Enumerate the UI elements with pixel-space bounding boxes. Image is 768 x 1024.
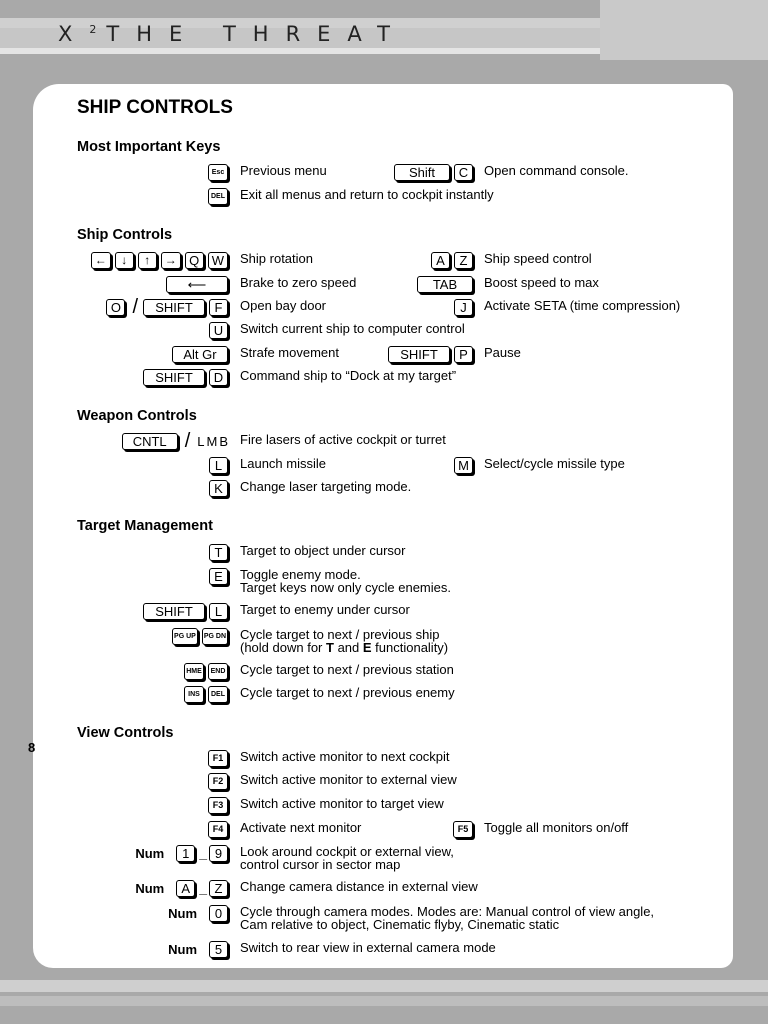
numpad-label: Num [135, 880, 165, 896]
key-num-1: 1 [176, 845, 195, 862]
control-description [240, 568, 451, 594]
key-a: A [431, 252, 450, 269]
key-num-5: 5 [209, 941, 228, 958]
key-num-z: Z [209, 880, 228, 897]
key-num-9: 9 [209, 845, 228, 862]
control-description: Switch current ship to computer control [240, 321, 465, 336]
control-row [0, 274, 768, 294]
key-tab: TAB [417, 276, 473, 293]
key-shift: SHIFT [143, 299, 205, 316]
key-w: W [208, 252, 228, 269]
control-description: Cycle target to next / previous station [240, 662, 454, 677]
page-title: SHIP CONTROLS [77, 97, 233, 118]
description-line: Cycle through camera modes. Modes are: Manual control of view angle, [240, 904, 655, 919]
control-description: Ship speed control [484, 251, 592, 266]
key-delete: DEL [208, 686, 228, 703]
description-line [240, 641, 448, 654]
description-line: Cam relative to object, Cinematic flyby, Cinematic static [240, 917, 560, 932]
control-description: Switch active monitor to target view [240, 796, 444, 811]
key-up-arrow: ↑ [138, 252, 157, 269]
control-description: Open bay door [240, 298, 327, 313]
control-description: Fire lasers of active cockpit or turret [240, 432, 446, 447]
description-text: and [333, 640, 363, 655]
control-row [0, 903, 768, 933]
control-row [0, 661, 768, 681]
key-cntl: CNTL [122, 433, 178, 450]
key-shift: SHIFT [143, 369, 205, 386]
section-heading-important: Most Important Keys [77, 139, 221, 155]
key-insert: INS [184, 686, 204, 703]
key-down-arrow: ↓ [115, 252, 134, 269]
control-description: Brake to zero speed [240, 275, 357, 290]
section-heading-ship: Ship Controls [77, 227, 173, 243]
description-text: (hold down for [240, 640, 326, 655]
control-description [240, 845, 454, 871]
key-f4: F4 [208, 821, 228, 838]
control-description: Select/cycle missile type [484, 456, 625, 471]
key-alt-gr: Alt Gr [172, 346, 228, 363]
key-right-arrow: → [161, 252, 181, 269]
key-d: D [209, 369, 228, 386]
control-description: Activate SETA (time compression) [484, 298, 681, 313]
page-number: 8 [28, 740, 36, 755]
description-line: control cursor in sector map [240, 857, 401, 872]
description-key-t: T [326, 640, 334, 655]
control-description: Switch active monitor to next cockpit [240, 749, 450, 764]
key-separator: / [184, 430, 191, 452]
control-row [0, 684, 768, 704]
footer-stripe [0, 980, 768, 992]
control-row [0, 344, 768, 364]
control-description: Activate next monitor [240, 820, 362, 835]
control-description: Ship rotation [240, 251, 313, 266]
numpad-label: Num [168, 905, 197, 921]
key-f5: F5 [453, 821, 473, 838]
control-row [0, 320, 768, 340]
key-p: P [454, 346, 473, 363]
control-description: Toggle all monitors on/off [484, 820, 629, 835]
key-backspace: ⟵ [166, 276, 228, 293]
key-f2: F2 [208, 773, 228, 790]
control-row [0, 819, 768, 839]
control-description [240, 628, 448, 654]
control-row [0, 455, 768, 475]
numpad-label: Num [135, 845, 165, 861]
description-line: Toggle enemy mode. [240, 567, 361, 582]
control-row [0, 843, 768, 873]
key-esc: Esc [208, 164, 228, 181]
section-heading-target: Target Management [77, 518, 213, 534]
control-description: Open command console. [484, 163, 629, 178]
control-description: Exit all menus and return to cockpit instantly [240, 187, 494, 202]
control-row [0, 626, 768, 656]
key-f3: F3 [208, 797, 228, 814]
key-shift: Shift [394, 164, 450, 181]
control-description: Launch missile [240, 456, 326, 471]
key-c: C [454, 164, 473, 181]
control-row [0, 250, 768, 270]
control-row [0, 795, 768, 815]
control-row [0, 566, 768, 596]
control-row [0, 601, 768, 621]
description-line: Cycle target to next / previous ship [240, 627, 440, 642]
key-z: Z [454, 252, 473, 269]
key-separator: / [132, 296, 138, 318]
key-left-arrow: ← [91, 252, 111, 269]
key-m: M [454, 457, 473, 474]
control-description: Pause [484, 345, 521, 360]
description-line: Target keys now only cycle enemies. [240, 580, 451, 595]
key-e: E [209, 568, 228, 585]
control-row [0, 771, 768, 791]
control-description: Target to object under cursor [240, 543, 406, 558]
section-heading-weapon: Weapon Controls [77, 408, 197, 424]
key-q: Q [185, 252, 204, 269]
control-description: Switch to rear view in external camera mode [240, 940, 496, 955]
control-row [0, 748, 768, 768]
description-text: functionality) [371, 640, 449, 655]
mouse-button-label: LMB [197, 433, 230, 449]
control-row [0, 186, 768, 206]
control-row [0, 478, 768, 498]
key-range-separator: _ [199, 880, 207, 896]
control-description [240, 905, 654, 931]
key-f1: F1 [208, 750, 228, 767]
description-line: Look around cockpit or external view, [240, 844, 454, 859]
control-description: Target to enemy under cursor [240, 602, 410, 617]
control-description: Strafe movement [240, 345, 339, 360]
key-k: K [209, 480, 228, 497]
key-l: L [209, 603, 228, 620]
numpad-label: Num [168, 941, 197, 957]
control-description: Switch active monitor to external view [240, 772, 457, 787]
key-l: L [209, 457, 228, 474]
control-row [0, 542, 768, 562]
key-range-separator: _ [199, 845, 207, 861]
key-home: HME [184, 663, 204, 680]
key-end: END [208, 663, 228, 680]
key-page-up: PG UP [172, 628, 198, 645]
key-num-0: 0 [209, 905, 228, 922]
brand-logo: $X^2$ THE THREAT [58, 22, 407, 46]
footer-stripe-2 [0, 996, 768, 1006]
control-row [0, 939, 768, 959]
key-shift: SHIFT [143, 603, 205, 620]
control-row [0, 297, 768, 317]
key-j: J [454, 299, 473, 316]
key-num-a: A [176, 880, 195, 897]
key-f: F [209, 299, 228, 316]
control-row [0, 878, 768, 898]
key-page-down: PG DN [202, 628, 228, 645]
key-o: O [106, 299, 125, 316]
control-description: Cycle target to next / previous enemy [240, 685, 455, 700]
control-description: Command ship to “Dock at my target” [240, 368, 457, 383]
control-description: Boost speed to max [484, 275, 599, 290]
control-description: Change laser targeting mode. [240, 479, 412, 494]
key-del: DEL [208, 188, 228, 205]
section-heading-view: View Controls [77, 725, 174, 741]
control-description: Previous menu [240, 163, 327, 178]
corner-decoration [600, 0, 768, 60]
control-row [0, 162, 768, 182]
description-key-e: E [362, 640, 372, 655]
key-shift: SHIFT [388, 346, 450, 363]
key-u: U [209, 322, 228, 339]
key-t: T [209, 544, 228, 561]
control-row [0, 367, 768, 387]
control-row [0, 431, 768, 451]
control-description: Change camera distance in external view [240, 879, 478, 894]
